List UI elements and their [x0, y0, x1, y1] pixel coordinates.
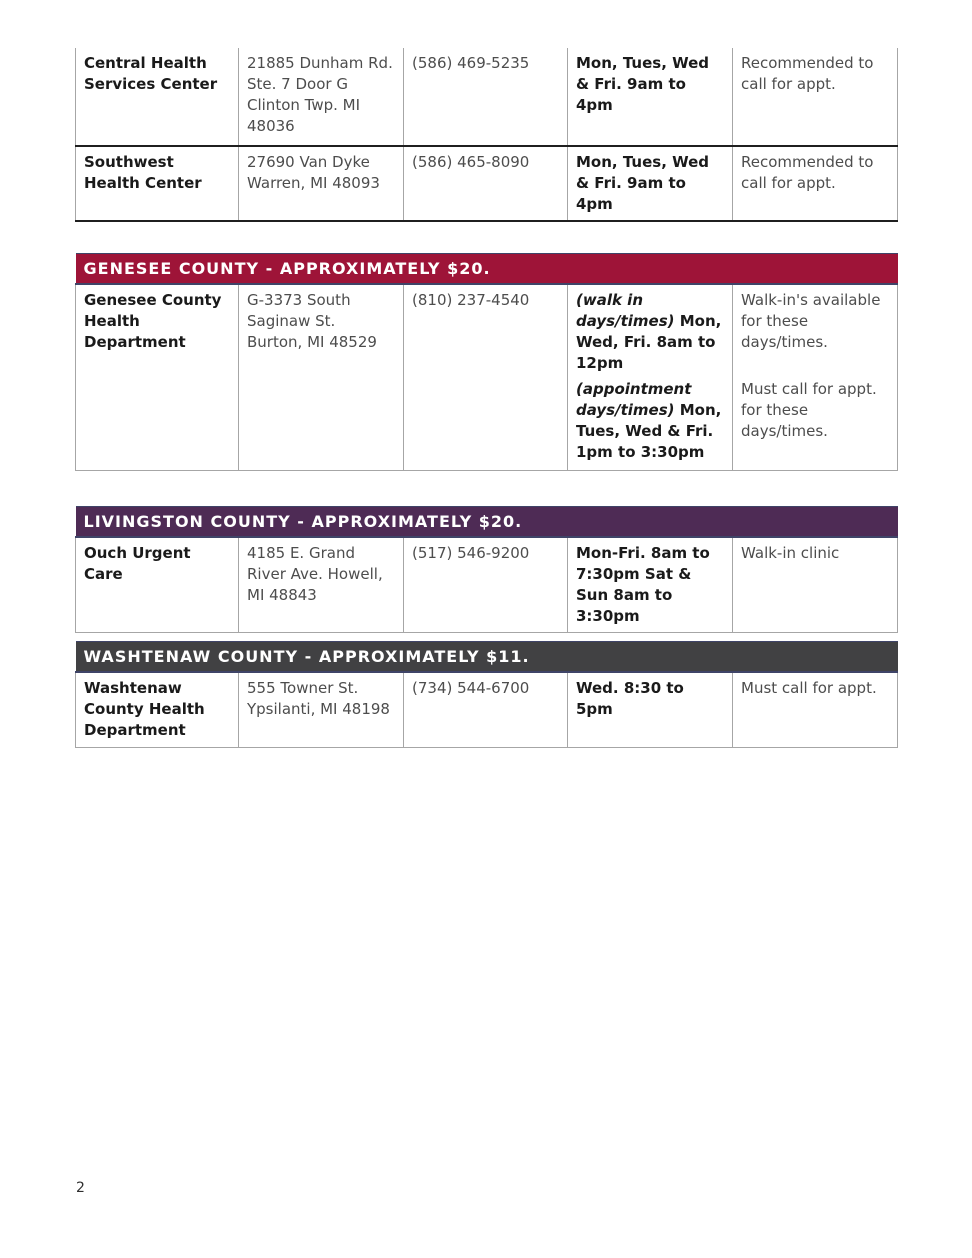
- washtenaw-county-table: [75, 641, 898, 749]
- livingston-county-table: [75, 506, 898, 633]
- clinic-notes-cell: [733, 284, 898, 470]
- clinic-name-cell: Ouch Urgent Care: [76, 537, 239, 633]
- table-header-row: [76, 641, 898, 672]
- table-header-row: [76, 254, 898, 285]
- section-spacer: [75, 222, 897, 253]
- clinic-address-cell: 27690 Van Dyke Warren, MI 48093: [239, 146, 404, 221]
- clinic-notes-cell: Walk-in clinic: [733, 537, 898, 633]
- walk-in-note: Walk-in's available for these days/times.: [741, 291, 881, 351]
- genesee-county-table: [75, 253, 898, 471]
- clinic-address-cell: G-3373 South Saginaw St. Burton, MI 48529: [239, 284, 404, 470]
- clinic-table-continued: [75, 48, 898, 222]
- clinic-phone-cell: (586) 465-8090: [404, 146, 568, 221]
- table-row: [76, 146, 898, 221]
- page-number: 2: [76, 1180, 85, 1196]
- washtenaw-county-header: WASHTENAW COUNTY - APPROXIMATELY $11.: [76, 641, 898, 672]
- appointment-hours: (appointment days/times) Mon, Tues, Wed & Fri. 1pm to 3:30pm: [576, 380, 722, 461]
- clinic-hours-cell: Mon, Tues, Wed & Fri. 9am to 4pm: [568, 48, 733, 146]
- clinic-name-cell: Central Health Services Center: [76, 48, 239, 146]
- table-row: [76, 48, 898, 146]
- clinic-hours-cell: Mon-Fri. 8am to 7:30pm Sat & Sun 8am to 3:30pm: [568, 537, 733, 633]
- table-row: [76, 537, 898, 633]
- walk-in-hours: (walk in days/times) Mon, Wed, Fri. 8am to 12pm: [576, 291, 722, 372]
- clinic-name-cell: Southwest Health Center: [76, 146, 239, 221]
- clinic-hours-cell: [568, 284, 733, 470]
- clinic-phone-cell: (734) 544-6700: [404, 672, 568, 748]
- clinic-address-cell: 555 Towner St. Ypsilanti, MI 48198: [239, 672, 404, 748]
- page-content: [75, 48, 897, 748]
- clinic-notes-cell: Recommended to call for appt.: [733, 146, 898, 221]
- table-row: [76, 284, 898, 470]
- clinic-phone-cell: (810) 237-4540: [404, 284, 568, 470]
- clinic-phone-cell: (517) 546-9200: [404, 537, 568, 633]
- clinic-hours-cell: Mon, Tues, Wed & Fri. 9am to 4pm: [568, 146, 733, 221]
- appointment-note: Must call for appt. for these days/times.: [741, 380, 877, 440]
- section-spacer: [75, 633, 897, 641]
- clinic-address-cell: 4185 E. Grand River Ave. Howell, MI 48843: [239, 537, 404, 633]
- clinic-notes-cell: Recommended to call for appt.: [733, 48, 898, 146]
- clinic-phone-cell: (586) 469-5235: [404, 48, 568, 146]
- section-spacer: [75, 471, 897, 506]
- clinic-notes-cell: Must call for appt.: [733, 672, 898, 748]
- table-header-row: [76, 506, 898, 537]
- livingston-county-header: LIVINGSTON COUNTY - APPROXIMATELY $20.: [76, 506, 898, 537]
- clinic-name-cell: Genesee County Health Department: [76, 284, 239, 470]
- clinic-address-cell: 21885 Dunham Rd. Ste. 7 Door G Clinton Twp. MI 48036: [239, 48, 404, 146]
- clinic-hours-cell: Wed. 8:30 to 5pm: [568, 672, 733, 748]
- clinic-name-cell: Washtenaw County Health Department: [76, 672, 239, 748]
- genesee-county-header: GENESEE COUNTY - APPROXIMATELY $20.: [76, 254, 898, 285]
- table-row: [76, 672, 898, 748]
